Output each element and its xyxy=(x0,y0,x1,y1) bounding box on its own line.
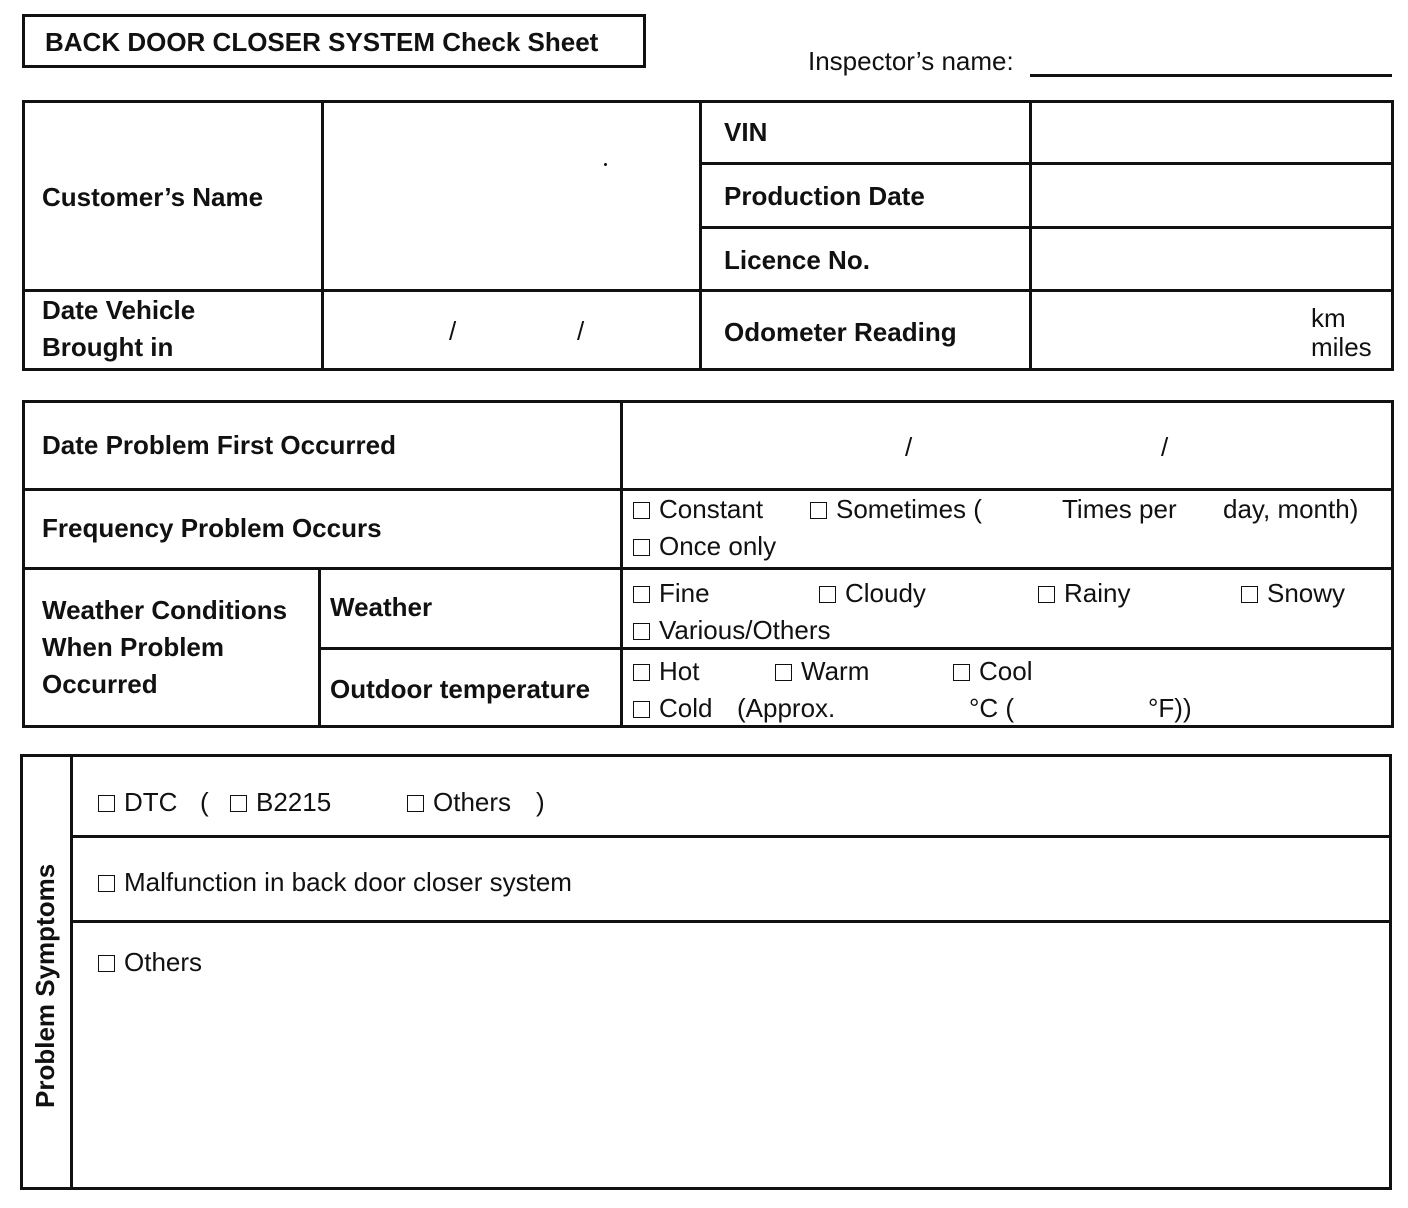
option-label: Sometimes ( xyxy=(836,494,982,524)
outdoor-temperature-label: Outdoor temperature xyxy=(330,674,591,704)
checkbox[interactable] xyxy=(230,795,247,812)
frequency-once-only-option[interactable] xyxy=(633,531,776,562)
option-label: Once only xyxy=(659,531,777,561)
divider xyxy=(699,100,702,371)
option-label: Malfunction in back door closer system xyxy=(124,867,572,897)
date-separator: / xyxy=(577,316,585,346)
date-first-occurred-field[interactable] xyxy=(623,403,1391,488)
customers-name-field[interactable] xyxy=(324,103,696,289)
checkbox[interactable] xyxy=(633,664,650,681)
symptoms-others-option[interactable] xyxy=(98,947,202,978)
vin-label: VIN xyxy=(724,117,768,147)
checkbox[interactable] xyxy=(953,664,970,681)
fahrenheit-unit: °F)) xyxy=(1148,693,1192,723)
weather-rainy-option[interactable] xyxy=(1038,578,1130,609)
date-separator: / xyxy=(905,432,913,462)
temperature-warm-option[interactable] xyxy=(775,656,869,687)
weather-snowy-option[interactable] xyxy=(1241,578,1345,609)
customers-name-label: Customer’s Name xyxy=(42,182,264,212)
checkbox[interactable] xyxy=(633,586,650,603)
date-vehicle-field[interactable] xyxy=(324,292,696,368)
divider xyxy=(318,647,1394,650)
approx-text: (Approx. xyxy=(737,693,836,723)
option-label: DTC xyxy=(124,787,178,817)
miles-unit: miles xyxy=(1311,332,1372,362)
symptoms-others-field[interactable] xyxy=(73,985,1389,1187)
option-label: Cloudy xyxy=(845,578,926,608)
weather-conditions-label-line1: Weather Conditions xyxy=(42,595,288,625)
weather-various-others-option[interactable] xyxy=(633,615,830,646)
option-label: B2215 xyxy=(256,787,332,817)
weather-label: Weather xyxy=(330,592,433,622)
weather-fine-option[interactable] xyxy=(633,578,710,609)
option-label: Rainy xyxy=(1064,578,1131,608)
option-label: Snowy xyxy=(1267,578,1346,608)
option-label: Various/Others xyxy=(659,615,831,645)
option-label: Cold xyxy=(659,693,713,723)
b2215-option[interactable] xyxy=(230,787,331,818)
checkbox[interactable] xyxy=(1038,586,1055,603)
date-separator: / xyxy=(449,316,457,346)
odometer-reading-label: Odometer Reading xyxy=(724,317,957,347)
date-vehicle-label-line2: Brought in xyxy=(42,332,174,362)
vin-field[interactable] xyxy=(1032,103,1391,162)
production-date-label: Production Date xyxy=(724,181,925,211)
field-dot xyxy=(604,163,607,166)
sheet-title: BACK DOOR CLOSER SYSTEM Check Sheet xyxy=(22,14,646,68)
checkbox[interactable] xyxy=(633,539,650,556)
km-unit: km xyxy=(1311,303,1346,333)
malfunction-option[interactable] xyxy=(98,867,572,898)
divider xyxy=(70,835,1392,838)
checkbox[interactable] xyxy=(775,664,792,681)
checkbox[interactable] xyxy=(633,623,650,640)
date-first-occurred-label: Date Problem First Occurred xyxy=(42,430,396,460)
weather-conditions-label-line2: When Problem xyxy=(42,632,225,662)
close-paren: ) xyxy=(536,787,545,817)
option-label: Others xyxy=(124,947,203,977)
open-paren: ( xyxy=(200,787,209,817)
option-label: Warm xyxy=(801,656,870,686)
temperature-cool-option[interactable] xyxy=(953,656,1032,687)
licence-no-field[interactable] xyxy=(1032,229,1391,289)
option-label: Others xyxy=(433,787,512,817)
weather-conditions-label-line3: Occurred xyxy=(42,669,158,699)
option-label: Fine xyxy=(659,578,710,608)
option-label: Constant xyxy=(659,494,764,524)
frequency-constant-option[interactable] xyxy=(633,494,763,525)
date-vehicle-label-line1: Date Vehicle xyxy=(42,295,196,325)
checkbox[interactable] xyxy=(819,586,836,603)
celsius-unit: °C ( xyxy=(969,693,1015,723)
divider xyxy=(22,488,1394,491)
temperature-cold-option[interactable] xyxy=(633,693,712,724)
checkbox[interactable] xyxy=(1241,586,1258,603)
checkbox[interactable] xyxy=(633,701,650,718)
licence-no-label: Licence No. xyxy=(724,245,870,275)
checkbox[interactable] xyxy=(810,502,827,519)
checkbox[interactable] xyxy=(407,795,424,812)
weather-cloudy-option[interactable] xyxy=(819,578,926,609)
checkbox[interactable] xyxy=(98,875,115,892)
divider xyxy=(22,567,1394,570)
checkbox[interactable] xyxy=(98,795,115,812)
date-separator: / xyxy=(1161,432,1169,462)
dtc-others-option[interactable] xyxy=(407,787,511,818)
dtc-option[interactable] xyxy=(98,787,177,818)
divider xyxy=(70,920,1392,923)
frequency-sometimes-option[interactable] xyxy=(810,494,982,525)
inspector-name-label: Inspector’s name: xyxy=(808,46,1014,76)
checkbox[interactable] xyxy=(98,955,115,972)
frequency-label: Frequency Problem Occurs xyxy=(42,513,382,543)
day-month-text: day, month) xyxy=(1223,494,1359,524)
option-label: Hot xyxy=(659,656,700,686)
times-per-text: Times per xyxy=(1062,494,1177,524)
checkbox[interactable] xyxy=(633,502,650,519)
temperature-hot-option[interactable] xyxy=(633,656,699,687)
inspector-name-field[interactable] xyxy=(1030,74,1392,77)
option-label: Cool xyxy=(979,656,1033,686)
problem-symptoms-label: Problem Symptoms xyxy=(30,863,60,1108)
production-date-field[interactable] xyxy=(1032,165,1391,226)
